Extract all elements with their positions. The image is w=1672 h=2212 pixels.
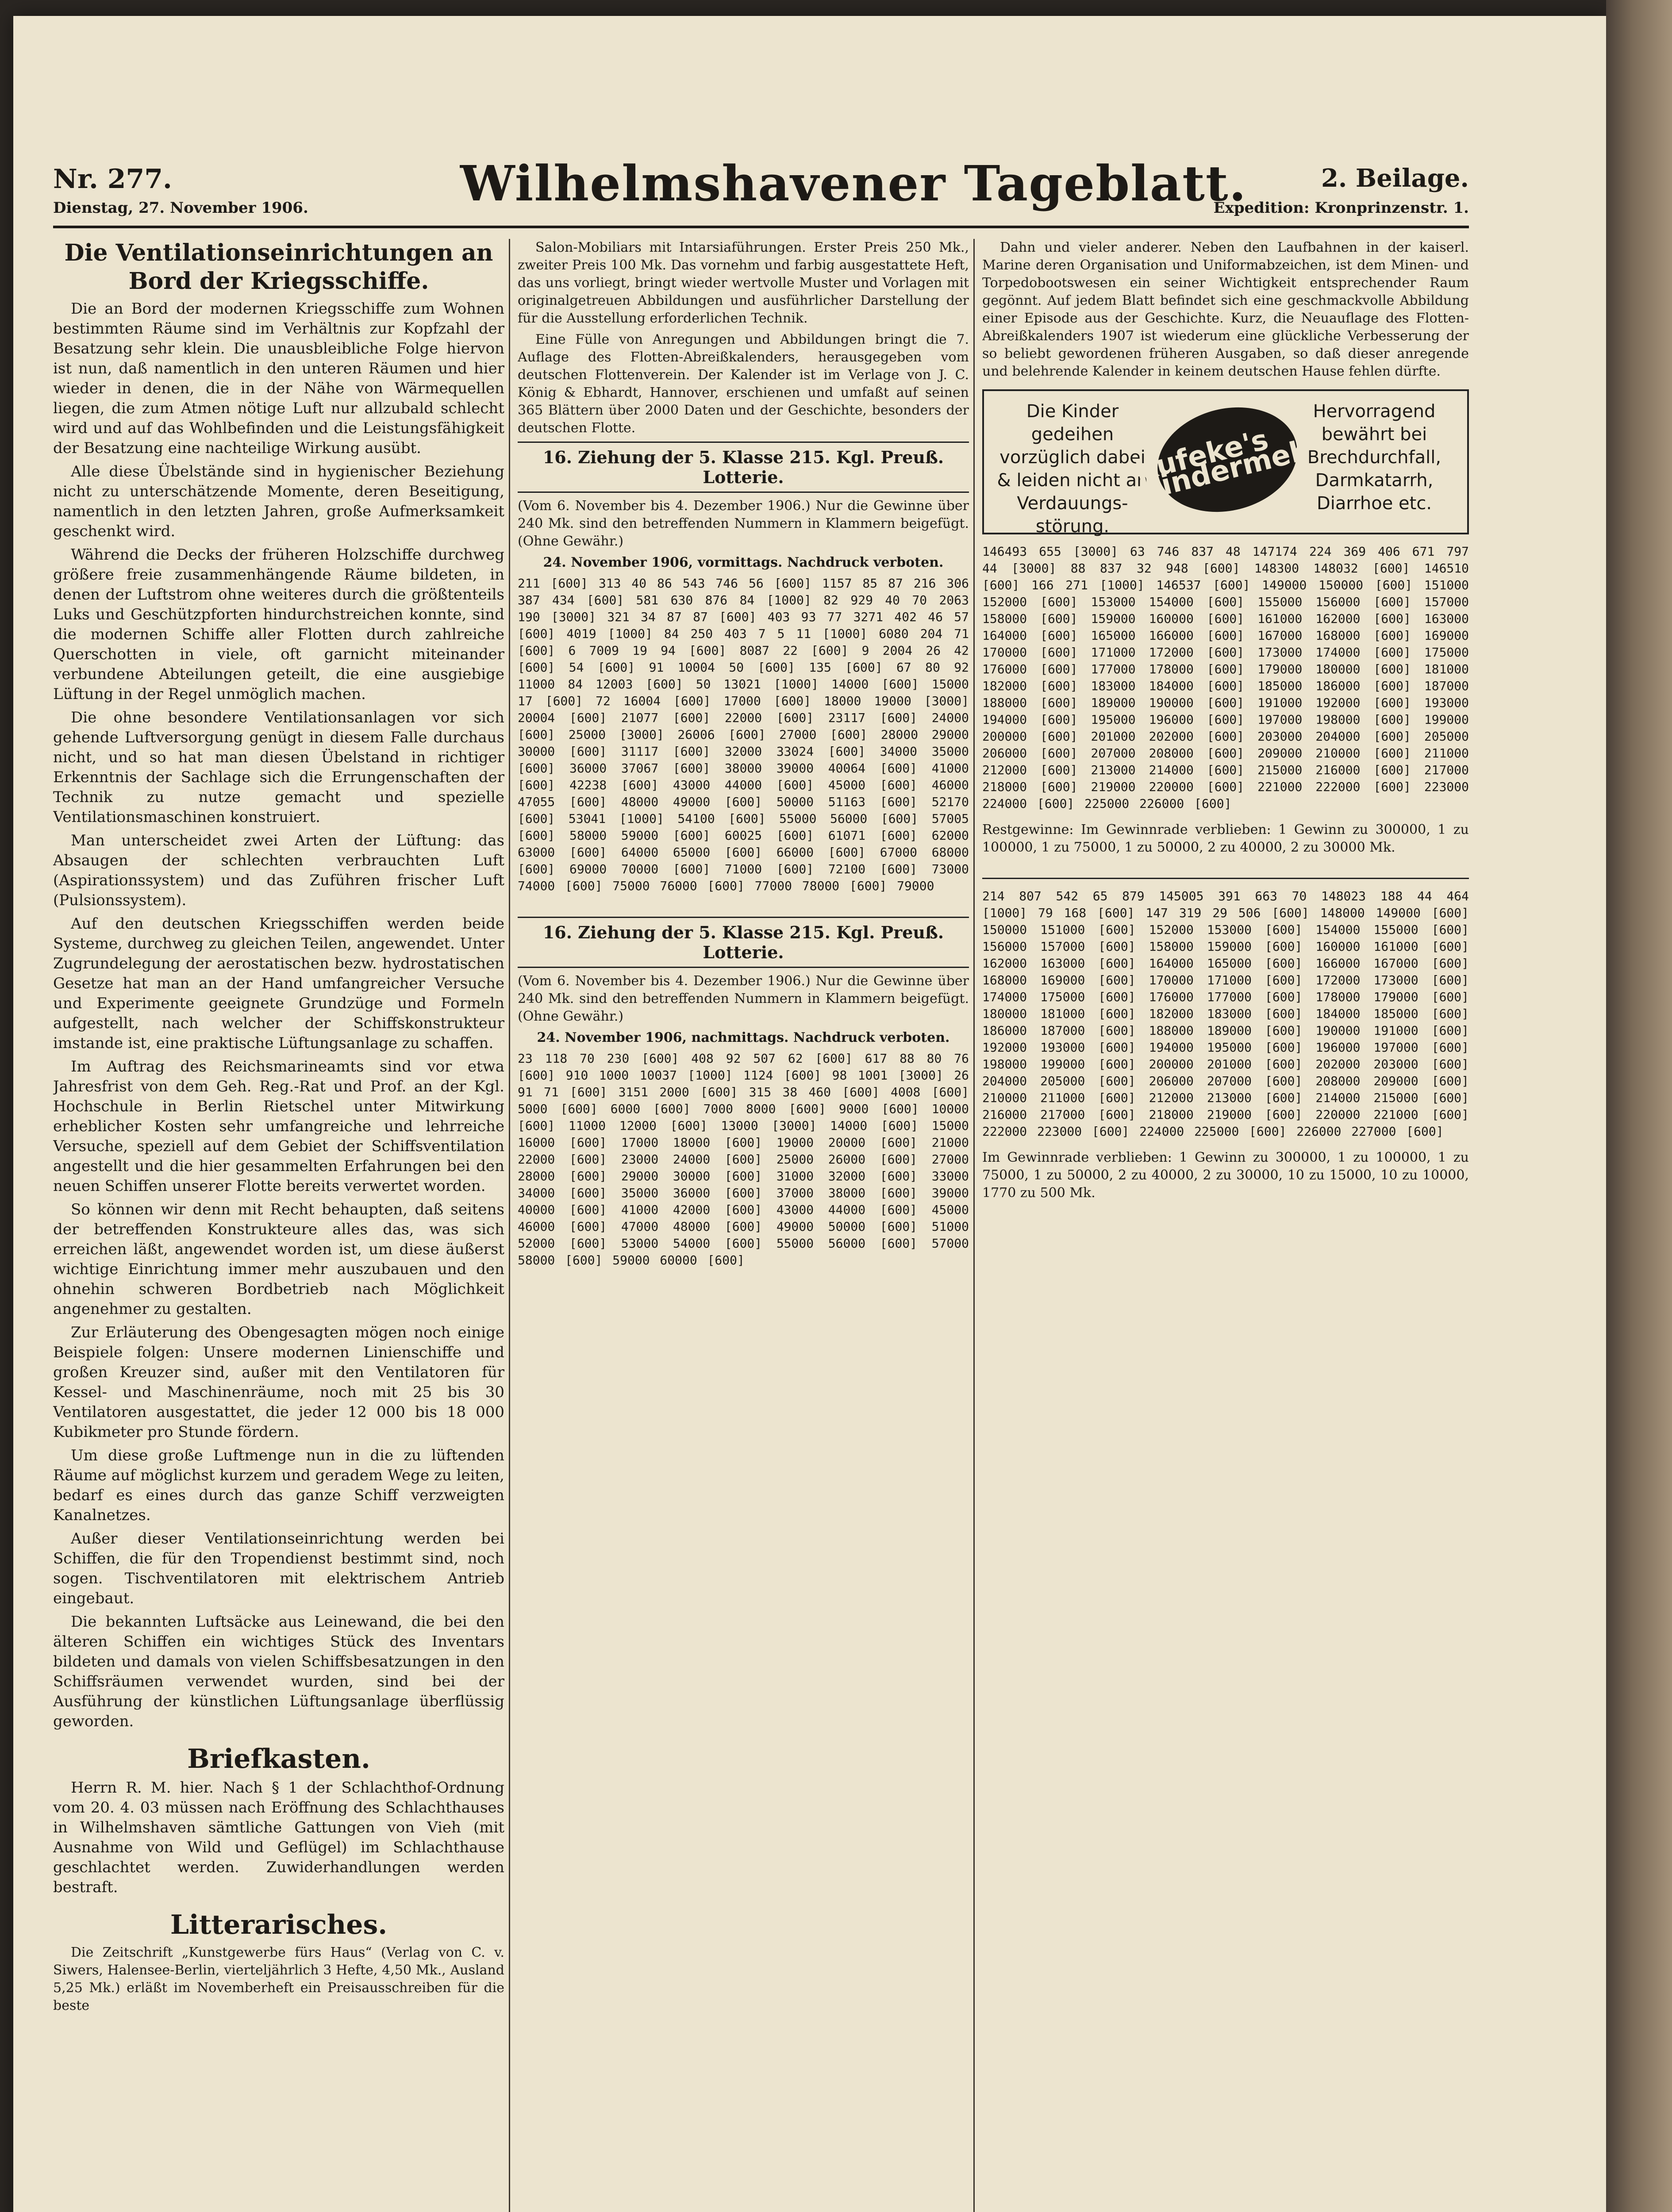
issue-date: Dienstag, 27. November 1906. [53, 199, 308, 217]
article-paragraph: Während die Decks der früheren Holzschiffe durchweg größere freie zusammenhängende Räume bildeten, in denen der Luftstrom ohne weiteres durch die größtenteils Luks und Geschützpforten hindurchstreichen konnte, sind die modernen Schiffe aller Flotten durch zahlreiche Querschotten in viele, oft garnicht miteinander verbundene Abteilungen geteilt, die eine ausgiebige Lüftung in der Regel unmöglich machen. [53, 546, 504, 703]
article-paragraph: Um diese große Luftmenge nun in die zu lüftenden Räume auf möglichst kurzem und geradem Wege zu leiten, bedarf es eines durch das ganze Schiff verzweigten Kanalnetzes. [53, 1447, 504, 1524]
expedition-address: Expedition: Kronprinzenstr. 1. [1213, 199, 1469, 217]
article-paragraph: Auf den deutschen Kriegsschiffen werden beide Systeme, durchweg zu gleichen Teilen, angewendet. Unter Zugrundelegung der aerostatischen bezw. hydrostatischen Gesetze hat man an der Hand umfangreicher Versuche und Experimente geeignete Grundzüge und Formeln aufgestellt, nach welcher der Schiffskonstrukteur imstande ist, eine praktische Lüftungsanlage zu schaffen. [53, 915, 504, 1052]
lottery-subtitle-2: (Vom 6. November bis 4. Dezember 1906.) Nur die Gewinne über 240 Mk. sind den betreffenden Nummern in Klammern beigefügt. (Ohne Gewähr.) [518, 973, 969, 1024]
litterarisches-heading: Litterarisches. [170, 1909, 388, 1940]
article-paragraph: Eine Fülle von Anregungen und Abbildungen bringt die 7. Auflage des Flotten-Abreißkalenders, herausgegeben vom deutschen Flottenverein. Der Kalender ist im Verlage von J. C. König & Ebhardt, Hannover, erschienen und umfaßt auf seinen 365 Blättern über 2000 Daten und der Geschichte, besonders der deutschen Flotte. [518, 332, 969, 436]
kufeke-advertisement [982, 389, 1469, 537]
issue-number: Nr. 277. [53, 164, 172, 195]
article-paragraph: Zur Erläuterung des Obengesagten mögen noch einige Beispiele folgen: Unsere modernen Linienschiffe und großen Kreuzer sind, außer mit den Ventilatoren für Kessel- und Maschinenräume, noch mit 25 bis 30 Ventilatoren ausgestattet, die jeder 12 000 bis 18 000 Kubikmeter pro Stunde fördern. [53, 1324, 504, 1441]
lottery-title-2: 16. Ziehung der 5. Klasse 215. Kgl. Preuß. Lotterie. [518, 917, 969, 968]
litterarisches-text: Die Zeitschrift „Kunstgewerbe fürs Haus“ (Verlag von C. v. Siwers, Halensee-Berlin, vierteljährlich 3 Hefte, 4,50 Mk., Ausland 5,25 Mk.) erläßt im Novemberheft ein Preisausschreiben für die beste [53, 1945, 504, 2013]
masthead-rule [53, 226, 1469, 228]
lottery-title-1: 16. Ziehung der 5. Klasse 215. Kgl. Preuß. Lotterie. [518, 442, 969, 493]
column-3 [982, 239, 1469, 2212]
column-divider-1 [509, 239, 510, 2212]
briefkasten-text: Herrn R. M. hier. Nach § 1 der Schlachthof-Ordnung vom 20. 4. 03 müssen nach Eröffnung des Schlachthauses in Wilhelmshaven sämtliche Gattungen von Vieh (mit Ausnahme von Wild und Geflügel) im Schlachthause geschlachtet werden. Zuwiderhandlungen werden bestraft. [53, 1779, 504, 1896]
article-paragraph: Salon-Mobiliars mit Intarsiaführungen. Erster Preis 250 Mk., zweiter Preis 100 Mk. Das vornehm und farbig ausgestattete Heft, das uns vorliegt, bringt wieder wertvolle Muster und Vorlagen mit originalgetreuen Abbildungen und ausführlicher Darstellung der für die Ausstellung erforderlichen Technik. [518, 240, 969, 326]
article-headline: Die Ventilationseinrichtungen an Bord der Kriegsschiffe. [64, 239, 493, 295]
article-paragraph: Die ohne besondere Ventilationsanlagen vor sich gehende Luftversorgung genügt in diesem Falle durchaus nicht, und so hat man diesen Übelstand in richtiger Erkenntnis der Sachlage sich die Errungenschaften der Technik zu nutze gemacht und spezielle Ventilationsmaschinen konstruiert. [53, 709, 504, 826]
lottery-numbers-4: 214 807 542 65 879 145005 391 663 70 148023 188 44 464 [1000] 79 168 [600] 147 319 29 506 [600] 148000 149000 [600] 150000 151000 [600] 152000 153000 [600] 154000 155000 [600] 156000 157000 [600] 158000 159000 [600] 160000 161000 [600] 162000 163000 [600] 164000 165000 [600] 166000 167000 [600] 168000 169000 [600] 170000 171000 [600] 172000 173000 [600] 174000 175000 [600] 176000 177000 [600] 178000 179000 [600] 180000 181000 [600] 182000 183000 [600] 184000 185000 [600] 186000 187000 [600] 188000 189000 [600] 190000 191000 [600] 192000 193000 [600] 194000 195000 [600] 196000 197000 [600] 198000 199000 [600] 200000 201000 [600] 202000 203000 [600] 204000 205000 [600] 206000 207000 [600] 208000 209000 [600] 210000 211000 [600] 212000 213000 [600] 214000 215000 [600] 216000 217000 [600] 218000 219000 [600] 220000 221000 [600] 222000 223000 [600] 224000 225000 [600] 226000 227000 [600] [982, 889, 1469, 1139]
lottery-date-2: 24. November 1906, nachmittags. Nachdruck verboten. [537, 1030, 950, 1045]
article-paragraph: Dahn und vieler anderer. Neben den Laufbahnen in der kaiserl. Marine deren Organisation und Uniformabzeichen, ist dem Minen- und Torpedobootswesen ein seiner Wichtigkeit entsprechender Raum gegönnt. Auf jedem Blatt befindet sich eine geschmackvolle Abbildung einer Episode aus der Geschichte. Kurz, die Neuauflage des Flotten-Abreißkalenders 1907 ist wiederum eine glückliche Verbesserung der so beliebt gewordenen früheren Ausgaben, so daß dieser anregende und belehrende Kalender in keinem deutschen Hause fehlen dürfte. [982, 240, 1469, 379]
newspaper-title: Wilhelmshavener Tageblatt. [460, 155, 1247, 212]
ad-right-text: Hervorragend bewährt bei Brechdurchfall, Darmkatarrh, Diarrhoe etc. [1307, 401, 1441, 514]
ad-logo: Kufeke's Kindermehl [1146, 393, 1308, 526]
article-paragraph: So können wir denn mit Recht behaupten, daß seitens der betreffenden Konstrukteure alles das, was sich erreichen läßt, angewendet worden ist, um diese äußerst wichtige Einrichtung immer mehr auszubauen und den ohnehin schweren Bordbetrieb nach Möglichkeit angenehmer zu gestalten. [53, 1201, 504, 1318]
column-2 [518, 239, 969, 2212]
lottery-date-1: 24. November 1906, vormittags. Nachdruck verboten. [543, 555, 944, 570]
briefkasten-heading: Briefkasten. [187, 1743, 370, 1774]
masthead [53, 155, 1469, 221]
article-paragraph: Die bekannten Luftsäcke aus Leinewand, die bei den älteren Schiffen ein wichtiges Stück des Inventars bildeten und damals von vielen Schiffsbesatzungen in den Schiffsräumen verwendet wurden, sind bei der Ausführung der künstlichen Lüftungsanlage überflüssig geworden. [53, 1613, 504, 1730]
lottery-numbers-2: 23 118 70 230 [600] 408 92 507 62 [600] 617 88 80 76 [600] 910 1000 10037 [1000] 1124 [600] 98 1001 [3000] 26 91 71 [600] 3151 2000 [600] 315 38 460 [600] 4008 [600] 5000 [600] 6000 [600] 7000 8000 [600] 9000 [600] 10000 [600] 11000 12000 [600] 13000 [3000] 14000 [600] 15000 16000 [600] 17000 18000 [600] 19000 20000 [600] 21000 22000 [600] 23000 24000 [600] 25000 26000 [600] 27000 28000 [600] 29000 30000 [600] 31000 32000 [600] 33000 34000 [600] 35000 36000 [600] 37000 38000 [600] 39000 40000 [600] 41000 42000 [600] 43000 44000 [600] 45000 46000 [600] 47000 48000 [600] 49000 50000 [600] 51000 52000 [600] 53000 54000 [600] 55000 56000 [600] 57000 58000 [600] 59000 60000 [600] [518, 1051, 969, 1267]
column-divider-2 [973, 239, 975, 2212]
supplement-label: 2. Beilage. [1321, 164, 1469, 193]
lottery-numbers-1: 211 [600] 313 40 86 543 746 56 [600] 1157 85 87 216 306 387 434 [600] 581 630 876 84 [1000] 82 929 40 70 2063 190 [3000] 321 34 87 87 [600] 403 93 77 3271 402 46 57 [600] 4019 [1000] 84 250 403 7 5 11 [1000] 6080 204 71 [600] 6 7009 19 94 [600] 8087 22 [600] 9 2004 26 42 [600] 54 [600] 91 10004 50 [600] 135 [600] 67 80 92 11000 84 12003 [600] 50 13021 [1000] 14000 [600] 15000 17 [600] 72 16004 [600] 17000 [600] 18000 19000 [3000] 20004 [600] 21077 [600] 22000 [600] 23117 [600] 24000 [600] 25000 [3000] 26006 [600] 27000 [600] 28000 29000 30000 [600] 31117 [600] 32000 33024 [600] 34000 35000 [600] 36000 37067 [600] 38000 39000 40064 [600] 41000 [600] 42238 [600] 43000 44000 [600] 45000 [600] 46000 47055 [600] 48000 49000 [600] 50000 51163 [600] 52170 [600] 53041 [1000] 54100 [600] 55000 56000 [600] 57005 [600] 58000 59000 [600] 60025 [600] 61071 [600] 62000 63000 [600] 64000 65000 [600] 66000 [600] 67000 68000 [600] 69000 70000 [600] 71000 [600] 72100 [600] 73000 74000 [600] 75000 76000 [600] 77000 78000 [600] 79000 [518, 576, 969, 893]
scan-edge [1606, 0, 1672, 2212]
lottery-subtitle-1: (Vom 6. November bis 4. Dezember 1906.) Nur die Gewinne über 240 Mk. sind den betreffenden Nummern in Klammern beigefügt. (Ohne Gewähr.) [518, 498, 969, 549]
column-1 [53, 239, 504, 2212]
ad-left-text: Die Kinder gedeihen vorzüglich dabei & leiden nicht an Verdauungs-störung. [997, 401, 1148, 537]
restgewinne-1: Restgewinne: Im Gewinnrade verblieben: 1 Gewinn zu 300000, 1 zu 100000, 1 zu 75000, 1 zu 50000, 2 zu 40000, 2 zu 30000 Mk. [982, 822, 1469, 855]
article-paragraph: Die an Bord der modernen Kriegsschiffe zum Wohnen bestimmten Räume sind im Verhältnis zur Kopfzahl der Besatzung sehr klein. Die unausbleibliche Folge hiervon ist nun, daß namentlich in den unteren Räumen und hier wieder in denen, die in der Nähe von Wärmequellen liegen, die zum Atmen nötige Luft nur allzubald schlecht wird und auf das Wohlbefinden und die Leistungsfähigkeit der Besatzung eine nachteilige Wirkung ausübt. [53, 300, 504, 457]
lottery-numbers-3: 146493 655 [3000] 63 746 837 48 147174 224 369 406 671 797 44 [3000] 88 837 32 948 [600] 148300 148032 [600] 146510 [600] 166 271 [1000] 146537 [600] 149000 150000 [600] 151000 152000 [600] 153000 154000 [600] 155000 156000 [600] 157000 158000 [600] 159000 160000 [600] 161000 162000 [600] 163000 164000 [600] 165000 166000 [600] 167000 168000 [600] 169000 170000 [600] 171000 172000 [600] 173000 174000 [600] 175000 176000 [600] 177000 178000 [600] 179000 180000 [600] 181000 182000 [600] 183000 184000 [600] 185000 186000 [600] 187000 188000 [600] 189000 190000 [600] 191000 192000 [600] 193000 194000 [600] 195000 196000 [600] 197000 198000 [600] 199000 200000 [600] 201000 202000 [600] 203000 204000 [600] 205000 206000 [600] 207000 208000 [600] 209000 210000 [600] 211000 212000 [600] 213000 214000 [600] 215000 216000 [600] 217000 218000 [600] 219000 220000 [600] 221000 222000 [600] 223000 224000 [600] 225000 226000 [600] [982, 544, 1469, 811]
restgewinne-2: Im Gewinnrade verblieben: 1 Gewinn zu 300000, 1 zu 100000, 1 zu 75000, 1 zu 50000, 2 zu 40000, 2 zu 30000, 10 zu 15000, 10 zu 10000, 1770 zu 500 Mk. [982, 1150, 1469, 1201]
article-paragraph: Außer dieser Ventilationseinrichtung werden bei Schiffen, die für den Tropendienst bestimmt sind, noch sogen. Tischventilatoren mit elektrischem Antrieb eingebaut. [53, 1530, 504, 1607]
article-paragraph: Im Auftrag des Reichsmarineamts sind vor etwa Jahresfrist von dem Geh. Reg.-Rat und Prof. an der Kgl. Hochschule in Berlin Rietschel unter Mitwirkung erheblicher Kosten sehr umfangreiche und lehrreiche Versuche, speziell auf dem Gebiet der Schiffsventilation angestellt und die hier gesammelten Erfahrungen bei den neuen Schiffen unserer Flotte bereits verwertet worden. [53, 1058, 504, 1195]
article-paragraph: Man unterscheidet zwei Arten der Lüftung: das Absaugen der schlechten verbrauchten Luft (Aspirationssystem) und das Zuführen frischer Luft (Pulsionssystem). [53, 832, 504, 909]
article-paragraph: Alle diese Übelstände sind in hygienischer Beziehung nicht zu unterschätzende Momente, deren Beseitigung, namentlich in den letzten Jahren, große Aufmerksamkeit geschenkt wird. [53, 463, 504, 540]
